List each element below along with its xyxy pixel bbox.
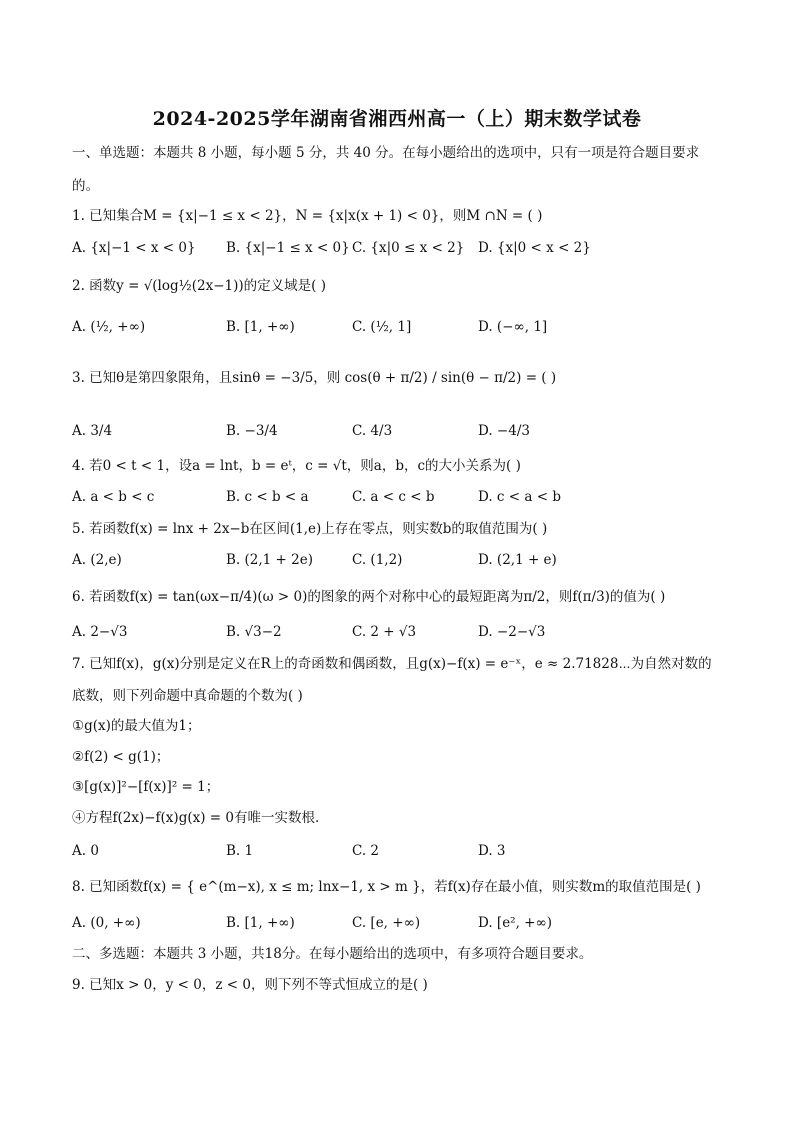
question-8-option-d: D. [e², +∞): [478, 915, 552, 931]
question-4-option-b: B. c < b < a: [226, 489, 309, 505]
question-1-option-b: B. {x|−1 ≤ x < 0}: [226, 240, 350, 256]
question-8-stem: 8. 已知函数f(x) = { e^(m−x), x ≤ m; lnx−1, x > m }，若f(x)存在最小值，则实数m的取值范围是( ): [72, 879, 701, 895]
question-3-option-d: D. −4/3: [478, 423, 530, 439]
question-5-option-d: D. (2,1 + e): [478, 552, 557, 568]
question-8-option-c: C. [e, +∞): [352, 915, 421, 931]
question-9-stem: 9. 已知x > 0，y < 0，z < 0，则下列不等式恒成立的是( ): [72, 977, 428, 993]
question-8-option-b: B. [1, +∞): [226, 915, 295, 931]
question-7-stem: 7. 已知f(x)，g(x)分别是定义在R上的奇函数和偶函数，且g(x)−f(x) = e⁻ˣ，e ≈ 2.71828⋯为自然对数的: [72, 656, 712, 672]
question-7-option-d: D. 3: [478, 843, 506, 859]
question-3-option-b: B. −3/4: [226, 423, 278, 439]
question-2-stem: 2. 函数y = √(log½(2x−1))的定义域是( ): [72, 278, 326, 294]
question-1-option-c: C. {x|0 ≤ x < 2}: [352, 240, 465, 256]
question-5-option-b: B. (2,1 + 2e): [226, 552, 313, 568]
question-3-option-a: A. 3/4: [72, 423, 113, 439]
question-2-option-d: D. (−∞, 1]: [478, 319, 548, 335]
question-8-option-a: A. (0, +∞): [72, 915, 141, 931]
question-5-option-a: A. (2,e): [72, 552, 122, 568]
question-7-option-c: C. 2: [352, 843, 380, 859]
question-6-option-c: C. 2 + √3: [352, 624, 417, 640]
question-7-statement-3: ③[g(x)]²−[f(x)]² = 1；: [72, 779, 220, 795]
question-2-option-a: A. (½, +∞): [72, 319, 146, 335]
section-multi-choice-instructions: 二、多选题：本题共 3 小题，共18分。在每小题给出的选项中，有多项符合题目要求。: [72, 946, 593, 962]
question-1-option-a: A. {x|−1 < x < 0}: [72, 240, 196, 256]
question-4-stem: 4. 若0 < t < 1，设a = lnt，b = eᵗ，c = √t，则a，b，c的大小关系为( ): [72, 458, 521, 474]
exam-title: 2024-2025学年湖南省湘西州高一（上）期末数学试卷: [152, 108, 642, 130]
section-single-choice-instructions-cont: 的。: [72, 178, 99, 194]
question-4-option-c: C. a < c < b: [352, 489, 435, 505]
question-7-stem-cont: 底数，则下列命题中真命题的个数为( ): [72, 688, 303, 704]
question-5-stem: 5. 若函数f(x) = lnx + 2x−b在区间(1,e)上存在零点，则实数b的取值范围为( ): [72, 521, 548, 537]
question-3-stem: 3. 已知θ是第四象限角，且sinθ = −3/5，则 cos(θ + π/2) / sin(θ − π/2) = ( ): [72, 370, 557, 386]
question-7-statement-1: ①g(x)的最大值为1；: [72, 718, 201, 734]
question-7-option-a: A. 0: [72, 843, 99, 859]
question-3-option-c: C. 4/3: [352, 423, 393, 439]
question-6-option-b: B. √3−2: [226, 624, 282, 640]
question-2-option-b: B. [1, +∞): [226, 319, 295, 335]
question-6-option-a: A. 2−√3: [72, 624, 128, 640]
question-7-statement-2: ②f(2) < g(1)；: [72, 749, 170, 765]
question-1-option-d: D. {x|0 < x < 2}: [478, 240, 591, 256]
question-7-option-b: B. 1: [226, 843, 254, 859]
section-single-choice-instructions: 一、单选题：本题共 8 小题，每小题 5 分，共 40 分。在每小题给出的选项中，只有一项是符合题目要求: [72, 145, 700, 161]
question-6-stem: 6. 若函数f(x) = tan(ωx−π/4)(ω > 0)的图象的两个对称中心的最短距离为π/2，则f(π/3)的值为( ): [72, 589, 666, 605]
question-4-option-d: D. c < a < b: [478, 489, 561, 505]
question-2-option-c: C. (½, 1]: [352, 319, 412, 335]
question-6-option-d: D. −2−√3: [478, 624, 546, 640]
question-4-option-a: A. a < b < c: [72, 489, 155, 505]
question-1-stem: 1. 已知集合M = {x|−1 ≤ x < 2}，N = {x|x(x + 1) < 0}，则M ∩N = ( ): [72, 208, 543, 224]
question-5-option-c: C. (1,2): [352, 552, 403, 568]
question-7-statement-4: ④方程f(2x)−f(x)g(x) = 0有唯一实数根．: [72, 810, 329, 826]
